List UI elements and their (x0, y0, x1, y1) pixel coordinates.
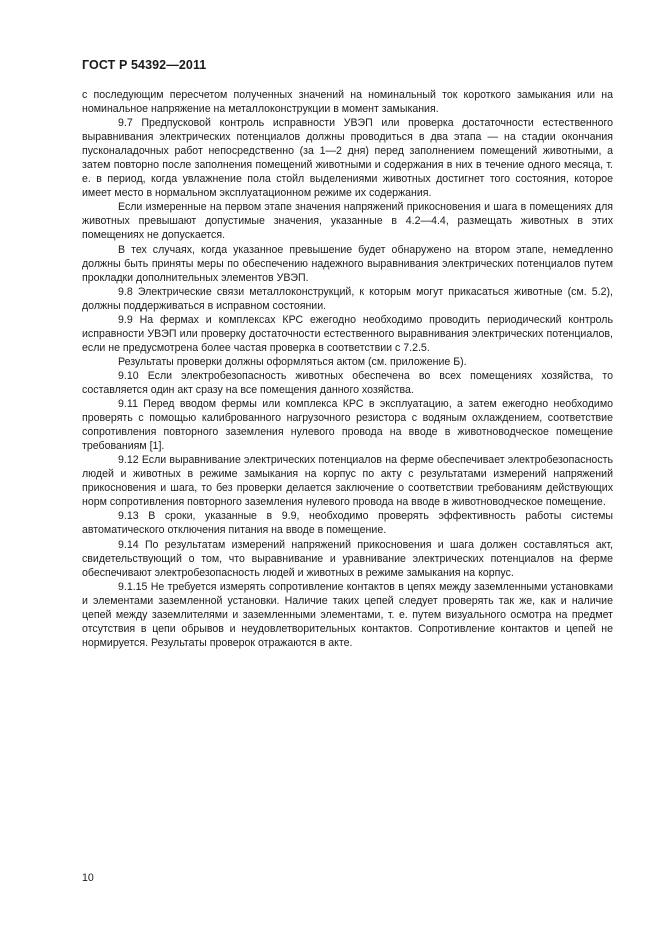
paragraph-9-1-15: 9.1.15 Не требуется измерять сопротивление контактов в цепях между заземленными установками и элементами заземленной установки. Наличие таких цепей следует проверять так же, как и наличие цепей между заземлителями и заземленными элементами, т. е. путем визуального осмотра на предмет отсутствия в цепи обрывов и неудовлетворительных контактов. Сопротивление контактов и цепей не нормируется. Результаты проверок отражаются в акте. (82, 580, 613, 649)
paragraph-results-act: Результаты проверки должны оформляться актом (см. приложение Б). (118, 355, 467, 368)
paragraph-continuation: с последующим пересчетом полученных значений на номинальный ток короткого замыкания или на номинальное напряжение на металлоконструкции в момент замыкания. (82, 89, 613, 116)
paragraph-9-8: 9.8 Электрические связи металлоконструкций, к которым могут прикасаться животные (см. 5.2), должны поддерживаться в исправном состоянии. (82, 285, 613, 312)
paragraph-9-9: 9.9 На фермах и комплексах КРС ежегодно необходимо проводить периодический контроль исправности УВЭП или проверку достаточности естественного выравнивания электрических потенциалов, если не предусмотрена более частая проверка в соответствии с 7.2.5. (82, 313, 613, 354)
paragraph-first-stage: Если измеренные на первом этапе значения напряжений прикосновения и шага в помещениях для животных превышают допустимые значения, указанные в 4.2—4.4, размещать животных в этих помещениях не допускается. (82, 201, 613, 242)
paragraph-9-10: 9.10 Если электробезопасность животных обеспечена во всех помещениях хозяйства, то составляется один акт сразу на все помещения данного хозяйства. (82, 369, 613, 396)
paragraph-9-13: 9.13 В сроки, указанные в 9.9, необходимо проверять эффективность работы системы автоматического отключения питания на вводе в помещение. (82, 510, 613, 537)
document-body (82, 88, 613, 650)
paragraph-9-12: 9.12 Если выравнивание электрических потенциалов на ферме обеспечивает электробезопасность людей и животных в режиме замыкания на корпус по акту с результатами измерений напряжений прикосновения и шага, то без проверки делается заключение о соответствии требованиям действующих норм сопротивления повторного заземления нулевого провода на вводе в животноводческое помещение. (82, 454, 613, 509)
paragraph-second-stage: В тех случаях, когда указанное превышение будет обнаружено на втором этапе, немедленно должны быть приняты меры по обеспечению надежного выравнивания электрических потенциалов путем прокладки дополнительных элементов УВЭП. (82, 243, 613, 284)
paragraph-9-11: 9.11 Перед вводом фермы или комплекса КРС в эксплуатацию, а затем ежегодно необходимо проверять с помощью калиброванного нагрузочного резистора с водяным охлаждением, соответствие сопротивления повторного заземления нулевого провода на вводе в животноводческое помещение требованиям [1]. (82, 398, 613, 453)
document-header-standard-code: ГОСТ Р 54392—2011 (82, 58, 207, 72)
paragraph-9-7: 9.7 Предпусковой контроль исправности УВЭП или проверка достаточности естественного выравнивания электрических потенциалов должны проводиться в два этапа — на стадии окончания пусконаладочных работ непосредственно (за 1—2 дня) перед заполнением помещений животными, а затем повторно после заполнения помещений животными и содержания в них в течение одного месяца, т. е. в период, когда увлажнение пола стойл выделениями животных достигнет того состояния, которое имеет место в нормальном эксплуатационном режиме их содержания. (82, 117, 613, 200)
page-number: 10 (82, 872, 94, 884)
paragraph-9-14: 9.14 По результатам измерений напряжений прикосновения и шага должен составляться акт, свидетельствующий о том, что выравнивание и уравнивание электрических потенциалов на ферме обеспечивают электробезопасность людей и животных в режиме замыкания на корпус. (82, 538, 613, 579)
